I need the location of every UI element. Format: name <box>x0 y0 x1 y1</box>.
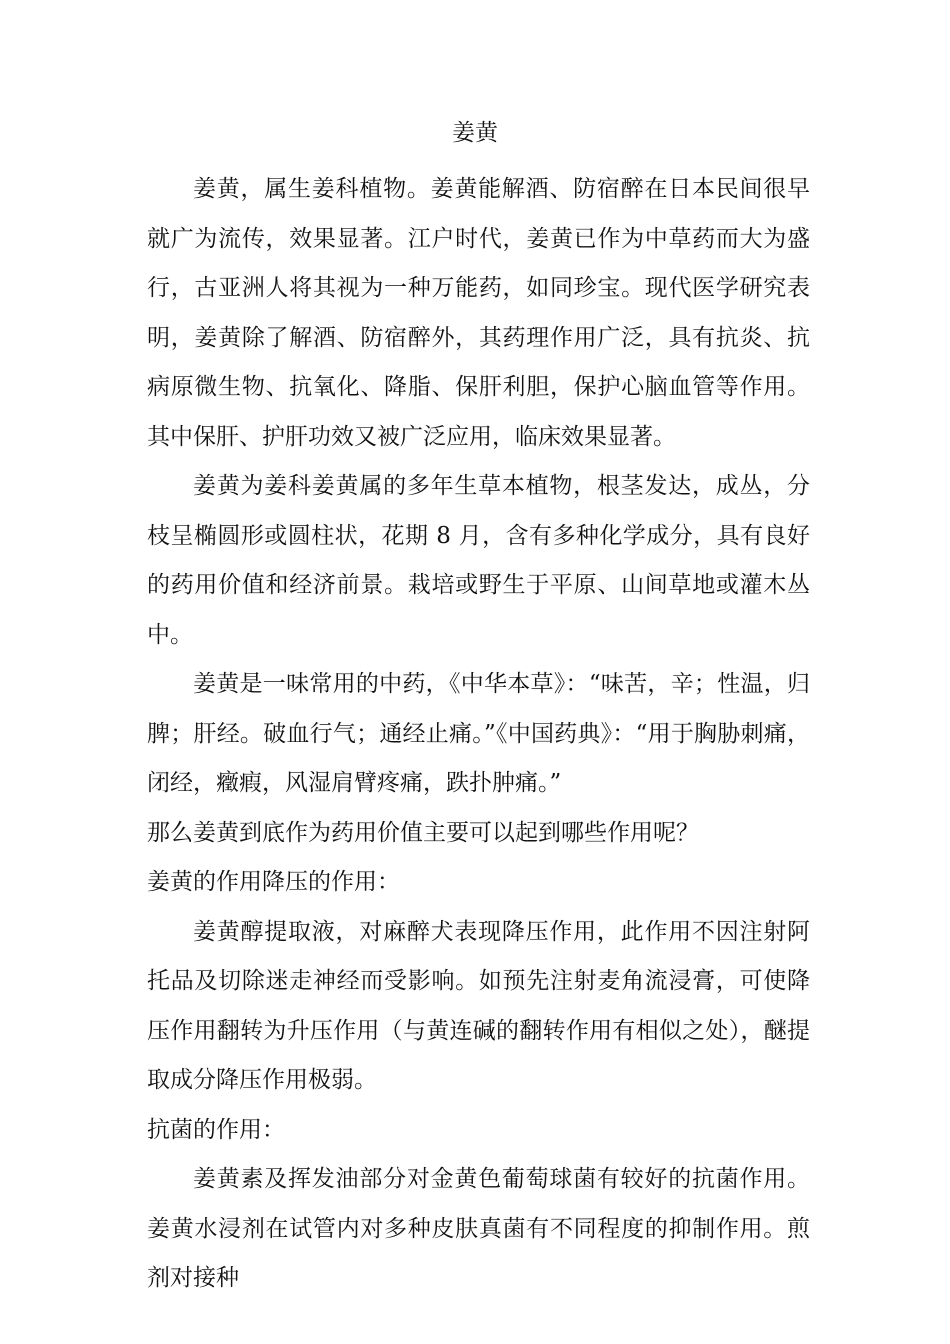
paragraph-classic-texts: 姜黄是一味常用的中药，《中华本草》：“味苦，辛；性温，归脾；肝经。破血行气；通经止痛。”《中国药典》：“用于胸胁刺痛，闭经，癥瘕，风湿肩臂疼痛，跌扑肿痛。” <box>147 671 810 796</box>
section-heading-antibacterial: 抗菌的作用： <box>147 1116 285 1143</box>
paragraph-antibacterial: 姜黄素及挥发油部分对金黄色葡萄球菌有较好的抗菌作用。姜黄水浸剂在试管内对多种皮肤真菌有不同程度的抑制作用。煎剂对接种 <box>147 1166 810 1291</box>
document-body <box>147 165 810 1304</box>
section-heading-blood-pressure: 姜黄的作用降压的作用： <box>147 869 400 895</box>
question-line: 那么姜黄到底作为药用价值主要可以起到哪些作用呢？ <box>147 819 699 846</box>
paragraph-introduction: 姜黄，属生姜科植物。姜黄能解酒、防宿醉在日本民间很早就广为流传，效果显著。江户时代，姜黄已作为中草药而大为盛行，古亚洲人将其视为一种万能药，如同珍宝。现代医学研究表明，姜黄除了解酒、防宿醉外，其药理作用广泛，具有抗炎、抗病原微生物、抗氧化、降脂、保肝利胆，保护心脑血管等作用。其中保肝、护肝功效又被广泛应用，临床效果显著。 <box>147 176 810 450</box>
document-title: 姜黄 <box>452 120 498 146</box>
paragraph-blood-pressure: 姜黄醇提取液，对麻醉犬表现降压作用，此作用不因注射阿托品及切除迷走神经而受影响。如预先注射麦角流浸膏，可使降压作用翻转为升压作用（与黄连碱的翻转作用有相似之处），醚提取成分降压作用极弱。 <box>147 918 810 1093</box>
paragraph-botany: 姜黄为姜科姜黄属的多年生草本植物，根茎发达，成丛，分枝呈椭圆形或圆柱状，花期 8 月，含有多种化学成分，具有良好的药用价值和经济前景。栽培或野生于平原、山间草地或灌木丛中。 <box>147 473 810 648</box>
